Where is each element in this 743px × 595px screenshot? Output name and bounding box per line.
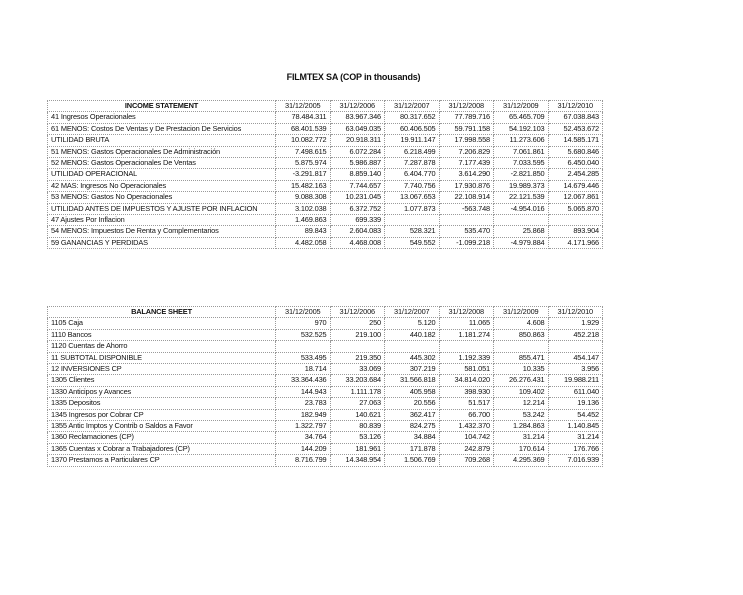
- row-label: 47 Ajustes Por Inflacion: [48, 215, 276, 226]
- row-label: 1360 Reclamaciones (CP): [48, 432, 276, 443]
- cell-value: 7.206.829: [439, 146, 494, 157]
- row-label: 1370 Prestamos a Particulares CP: [48, 455, 276, 466]
- cell-value: 3.956: [548, 364, 603, 375]
- cell-value: 53.242: [494, 409, 549, 420]
- cell-value: [439, 215, 494, 226]
- table-row: [48, 375, 603, 386]
- cell-value: 22.108.914: [439, 192, 494, 203]
- cell-value: 171.878: [385, 443, 440, 454]
- column-header-date: 31/12/2006: [330, 307, 385, 318]
- row-label: 52 MENOS: Gastos Operacionales De Ventas: [48, 158, 276, 169]
- cell-value: 4.468.008: [330, 237, 385, 248]
- cell-value: 1.284.863: [494, 421, 549, 432]
- cell-value: 1.322.797: [276, 421, 331, 432]
- cell-value: 532.525: [276, 329, 331, 340]
- cell-value: [439, 341, 494, 352]
- cell-value: 850.863: [494, 329, 549, 340]
- cell-value: 26.276.431: [494, 375, 549, 386]
- table-row: [48, 398, 603, 409]
- cell-value: 10.082.772: [276, 135, 331, 146]
- cell-value: 23.783: [276, 398, 331, 409]
- cell-value: [385, 341, 440, 352]
- cell-value: [548, 341, 603, 352]
- row-label: UTILIDAD OPERACIONAL: [48, 169, 276, 180]
- row-label: 1355 Antic Imptos y Contrib o Saldos a Favor: [48, 421, 276, 432]
- cell-value: 824.275: [385, 421, 440, 432]
- cell-value: 17.930.876: [439, 180, 494, 191]
- cell-value: 7.061.861: [494, 146, 549, 157]
- cell-value: 3.102.038: [276, 203, 331, 214]
- cell-value: 170.614: [494, 443, 549, 454]
- row-label: 1330 Anticipos y Avances: [48, 386, 276, 397]
- cell-value: 140.621: [330, 409, 385, 420]
- row-label: 11 SUBTOTAL DISPONIBLE: [48, 352, 276, 363]
- cell-value: 452.218: [548, 329, 603, 340]
- cell-value: -1.099.218: [439, 237, 494, 248]
- cell-value: 17.998.558: [439, 135, 494, 146]
- column-header-date: 31/12/2008: [439, 101, 494, 112]
- table-row: [48, 135, 603, 146]
- cell-value: 34.814.020: [439, 375, 494, 386]
- cell-value: 33.069: [330, 364, 385, 375]
- row-label: UTILIDAD ANTES DE IMPUESTOS Y AJUSTE POR INFLACION: [48, 203, 276, 214]
- cell-value: 398.930: [439, 386, 494, 397]
- cell-value: -3.291.817: [276, 169, 331, 180]
- cell-value: 20.556: [385, 398, 440, 409]
- cell-value: 19.911.147: [385, 135, 440, 146]
- table-row: [48, 352, 603, 363]
- row-label: 59 GANANCIAS Y PERDIDAS: [48, 237, 276, 248]
- table-row: [48, 226, 603, 237]
- cell-value: 18.714: [276, 364, 331, 375]
- cell-value: 581.051: [439, 364, 494, 375]
- column-header-date: 31/12/2006: [330, 101, 385, 112]
- cell-value: 182.949: [276, 409, 331, 420]
- cell-value: 33.203.684: [330, 375, 385, 386]
- cell-value: 611.040: [548, 386, 603, 397]
- cell-value: 34.884: [385, 432, 440, 443]
- cell-value: [548, 215, 603, 226]
- cell-value: 12.214: [494, 398, 549, 409]
- cell-value: 8.859.140: [330, 169, 385, 180]
- cell-value: 11.065: [439, 318, 494, 329]
- table-row: [48, 237, 603, 248]
- cell-value: 970: [276, 318, 331, 329]
- cell-value: 104.742: [439, 432, 494, 443]
- cell-value: 219.100: [330, 329, 385, 340]
- cell-value: 6.450.040: [548, 158, 603, 169]
- cell-value: 83.967.346: [330, 112, 385, 123]
- cell-value: 89.843: [276, 226, 331, 237]
- cell-value: 25.868: [494, 226, 549, 237]
- column-header-date: 31/12/2010: [548, 307, 603, 318]
- cell-value: 7.498.615: [276, 146, 331, 157]
- cell-value: 1.077.873: [385, 203, 440, 214]
- balance-sheet-heading: BALANCE SHEET: [48, 307, 276, 318]
- cell-value: 80.317.652: [385, 112, 440, 123]
- row-label: 53 MENOS: Gastos No Operacionales: [48, 192, 276, 203]
- cell-value: 33.364.436: [276, 375, 331, 386]
- balance-header-row: [48, 307, 603, 318]
- cell-value: 8.716.799: [276, 455, 331, 466]
- cell-value: -563.748: [439, 203, 494, 214]
- cell-value: 5.986.887: [330, 158, 385, 169]
- column-header-date: 31/12/2007: [385, 307, 440, 318]
- cell-value: 54.452: [548, 409, 603, 420]
- cell-value: 893.904: [548, 226, 603, 237]
- cell-value: 31.214: [494, 432, 549, 443]
- table-row: [48, 112, 603, 123]
- row-label: 42 MAS: Ingresos No Operacionales: [48, 180, 276, 191]
- table-row: [48, 443, 603, 454]
- cell-value: [276, 341, 331, 352]
- cell-value: [385, 215, 440, 226]
- cell-value: 19.989.373: [494, 180, 549, 191]
- cell-value: 7.177.439: [439, 158, 494, 169]
- cell-value: 250: [330, 318, 385, 329]
- cell-value: 66.700: [439, 409, 494, 420]
- cell-value: 1.432.370: [439, 421, 494, 432]
- cell-value: 699.339: [330, 215, 385, 226]
- cell-value: 54.192.103: [494, 123, 549, 134]
- cell-value: 549.552: [385, 237, 440, 248]
- cell-value: 60.406.505: [385, 123, 440, 134]
- income-header-row: [48, 101, 603, 112]
- cell-value: 1.929: [548, 318, 603, 329]
- cell-value: 242.879: [439, 443, 494, 454]
- table-row: [48, 386, 603, 397]
- row-label: UTILIDAD BRUTA: [48, 135, 276, 146]
- cell-value: -4.979.884: [494, 237, 549, 248]
- cell-value: 77.789.716: [439, 112, 494, 123]
- cell-value: 362.417: [385, 409, 440, 420]
- row-label: 1110 Bancos: [48, 329, 276, 340]
- cell-value: 1.140.845: [548, 421, 603, 432]
- column-header-date: 31/12/2009: [494, 101, 549, 112]
- cell-value: 14.679.446: [548, 180, 603, 191]
- cell-value: 181.961: [330, 443, 385, 454]
- cell-value: 6.404.770: [385, 169, 440, 180]
- column-header-date: 31/12/2010: [548, 101, 603, 112]
- cell-value: 10.335: [494, 364, 549, 375]
- cell-value: 51.517: [439, 398, 494, 409]
- cell-value: 10.231.045: [330, 192, 385, 203]
- cell-value: 528.321: [385, 226, 440, 237]
- cell-value: 6.372.752: [330, 203, 385, 214]
- cell-value: 5.875.974: [276, 158, 331, 169]
- cell-value: 176.766: [548, 443, 603, 454]
- cell-value: 533.495: [276, 352, 331, 363]
- cell-value: 4.295.369: [494, 455, 549, 466]
- table-row: [48, 432, 603, 443]
- cell-value: 7.740.756: [385, 180, 440, 191]
- table-row: [48, 192, 603, 203]
- cell-value: 440.182: [385, 329, 440, 340]
- cell-value: 31.566.818: [385, 375, 440, 386]
- cell-value: 22.121.539: [494, 192, 549, 203]
- cell-value: 535.470: [439, 226, 494, 237]
- cell-value: 9.088.308: [276, 192, 331, 203]
- cell-value: [494, 341, 549, 352]
- cell-value: 1.192.339: [439, 352, 494, 363]
- cell-value: 4.482.058: [276, 237, 331, 248]
- cell-value: 13.067.653: [385, 192, 440, 203]
- cell-value: 34.764: [276, 432, 331, 443]
- cell-value: 445.302: [385, 352, 440, 363]
- cell-value: 855.471: [494, 352, 549, 363]
- table-row: [48, 158, 603, 169]
- table-row: [48, 409, 603, 420]
- cell-value: 27.063: [330, 398, 385, 409]
- cell-value: 5.065.870: [548, 203, 603, 214]
- column-header-date: 31/12/2009: [494, 307, 549, 318]
- cell-value: 3.614.290: [439, 169, 494, 180]
- cell-value: 1.506.769: [385, 455, 440, 466]
- cell-value: 14.585.171: [548, 135, 603, 146]
- cell-value: 2.454.285: [548, 169, 603, 180]
- row-label: 1365 Cuentas x Cobrar a Trabajadores (CP): [48, 443, 276, 454]
- row-label: 1120 Cuentas de Ahorro: [48, 341, 276, 352]
- table-row: [48, 146, 603, 157]
- cell-value: 1.181.274: [439, 329, 494, 340]
- cell-value: 6.072.284: [330, 146, 385, 157]
- cell-value: 405.958: [385, 386, 440, 397]
- cell-value: 65.465.709: [494, 112, 549, 123]
- column-header-date: 31/12/2008: [439, 307, 494, 318]
- cell-value: 63.049.035: [330, 123, 385, 134]
- cell-value: 4.608: [494, 318, 549, 329]
- cell-value: 7.287.878: [385, 158, 440, 169]
- column-header-date: 31/12/2007: [385, 101, 440, 112]
- cell-value: 7.744.657: [330, 180, 385, 191]
- table-row: [48, 341, 603, 352]
- table-row: [48, 169, 603, 180]
- table-row: [48, 203, 603, 214]
- row-label: 1105 Caja: [48, 318, 276, 329]
- cell-value: 1.469.863: [276, 215, 331, 226]
- cell-value: 7.033.595: [494, 158, 549, 169]
- cell-value: -2.821.850: [494, 169, 549, 180]
- cell-value: 1.111.178: [330, 386, 385, 397]
- cell-value: 307.219: [385, 364, 440, 375]
- income-statement-table: [47, 100, 603, 249]
- table-row: [48, 123, 603, 134]
- cell-value: 709.268: [439, 455, 494, 466]
- cell-value: 2.604.083: [330, 226, 385, 237]
- row-label: 61 MENOS: Costos De Ventas y De Prestacion De Servicios: [48, 123, 276, 134]
- cell-value: 68.401.539: [276, 123, 331, 134]
- cell-value: 53.126: [330, 432, 385, 443]
- table-row: [48, 318, 603, 329]
- row-label: 41 Ingresos Operacionales: [48, 112, 276, 123]
- table-row: [48, 421, 603, 432]
- cell-value: [330, 341, 385, 352]
- cell-value: 67.038.843: [548, 112, 603, 123]
- row-label: 51 MENOS: Gastos Operacionales De Administración: [48, 146, 276, 157]
- cell-value: 12.067.861: [548, 192, 603, 203]
- cell-value: -4.954.016: [494, 203, 549, 214]
- cell-value: [494, 215, 549, 226]
- cell-value: 4.171.966: [548, 237, 603, 248]
- cell-value: 59.791.158: [439, 123, 494, 134]
- cell-value: 15.482.163: [276, 180, 331, 191]
- balance-sheet-table: [47, 306, 603, 467]
- cell-value: 144.209: [276, 443, 331, 454]
- cell-value: 52.453.672: [548, 123, 603, 134]
- cell-value: 5.120: [385, 318, 440, 329]
- income-statement-heading: INCOME STATEMENT: [48, 101, 276, 112]
- row-label: 1345 Ingresos por Cobrar CP: [48, 409, 276, 420]
- cell-value: 11.273.606: [494, 135, 549, 146]
- cell-value: 7.016.939: [548, 455, 603, 466]
- cell-value: 20.918.311: [330, 135, 385, 146]
- cell-value: 19.988.211: [548, 375, 603, 386]
- cell-value: 109.402: [494, 386, 549, 397]
- cell-value: 31.214: [548, 432, 603, 443]
- cell-value: 5.680.846: [548, 146, 603, 157]
- cell-value: 6.218.499: [385, 146, 440, 157]
- column-header-date: 31/12/2005: [276, 101, 331, 112]
- cell-value: 78.484.311: [276, 112, 331, 123]
- cell-value: 219.350: [330, 352, 385, 363]
- table-row: [48, 455, 603, 466]
- table-row: [48, 329, 603, 340]
- cell-value: 144.943: [276, 386, 331, 397]
- cell-value: 80.839: [330, 421, 385, 432]
- cell-value: 454.147: [548, 352, 603, 363]
- table-row: [48, 180, 603, 191]
- row-label: 12 INVERSIONES CP: [48, 364, 276, 375]
- table-row: [48, 215, 603, 226]
- table-row: [48, 364, 603, 375]
- column-header-date: 31/12/2005: [276, 307, 331, 318]
- document-title: [0, 72, 743, 82]
- row-label: 1305 Clientes: [48, 375, 276, 386]
- cell-value: 14.348.954: [330, 455, 385, 466]
- cell-value: 19.136: [548, 398, 603, 409]
- document-title-text: FILMTEX SA (COP in thousands): [286, 72, 421, 82]
- row-label: 54 MENOS: Impuestos De Renta y Complementarios: [48, 226, 276, 237]
- row-label: 1335 Depositos: [48, 398, 276, 409]
